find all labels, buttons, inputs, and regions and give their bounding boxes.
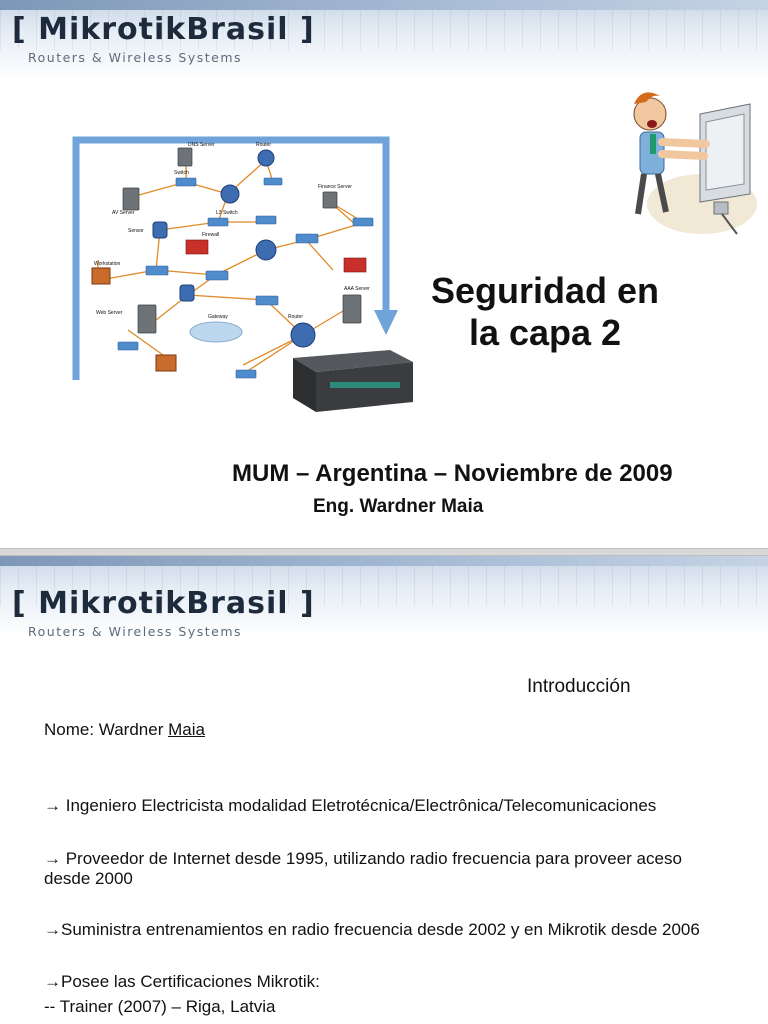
- workstations: [92, 268, 176, 371]
- frustrated-user-illustration: [622, 84, 757, 244]
- bullet-training: →Suministra entrenamientos en radio frecuencia desde 2002 y en Mikrotik desde 2006: [44, 920, 700, 939]
- slide-introduction: [0, 556, 768, 1024]
- label-router: Router: [288, 314, 304, 320]
- bullet-isp-line-2: desde 2000: [44, 869, 133, 888]
- rack-server: [293, 350, 413, 412]
- gateway-cloud: [190, 322, 242, 342]
- flow-arrow-head: [374, 310, 398, 335]
- author-name: Eng. Wardner Maia: [313, 496, 484, 517]
- header-band: [0, 0, 768, 82]
- bullet-isp-line-1: → Proveedor de Internet desde 1995, utilizando radio frecuencia para proveer aceso: [44, 849, 682, 868]
- title-line-1: Seguridad en: [430, 270, 660, 311]
- logo-tagline: Routers & Wireless Systems: [28, 50, 243, 65]
- label-router-top: Router: [256, 142, 272, 148]
- name-prefix: Nome: Wardner: [44, 720, 169, 739]
- label-gateway: Gateway: [208, 314, 228, 320]
- logo-brasil: Brasil: [186, 586, 289, 621]
- bullet-engineer: → Ingeniero Electricista modalidad Eletrotécnica/Electrônica/Telecomunicaciones: [44, 796, 657, 815]
- logo-brasil: Brasil: [186, 12, 289, 47]
- label-workstation: Workstation: [94, 261, 121, 267]
- label-switch: Switch: [174, 170, 189, 176]
- name-surname: Maia: [168, 720, 205, 739]
- logo-bracket-close: ]: [288, 12, 315, 47]
- label-sensor: Sensor: [128, 228, 144, 234]
- logo-mikrotik: Mikrotik: [38, 586, 187, 621]
- mikrotikbrasil-logo: [12, 12, 315, 47]
- event-subtitle: MUM – Argentina – Noviembre de 2009: [232, 460, 673, 487]
- logo-bracket-open: [: [12, 586, 39, 621]
- certification-trainer: -- Trainer (2007) – Riga, Latvia: [44, 997, 276, 1016]
- slide-title-heading: [410, 270, 680, 354]
- label-av-server: AV Server: [112, 210, 135, 216]
- label-l3-switch: L3 Switch: [216, 210, 238, 216]
- name-line: [44, 720, 205, 740]
- label-web-server: Web Server: [96, 310, 123, 316]
- label-aaa-server: AAA Server: [344, 286, 370, 292]
- label-dns-server: DNS Server: [188, 142, 215, 148]
- slide-separator: [0, 548, 768, 556]
- logo-bracket-open: [: [12, 12, 39, 47]
- label-firewall: Firewall: [202, 232, 220, 238]
- logo-mikrotik: Mikrotik: [38, 12, 187, 47]
- firewalls: [186, 240, 366, 272]
- network-diagram: [68, 130, 423, 420]
- bullet-certifications: →Posee las Certificaciones Mikrotik:: [44, 972, 320, 991]
- header-band: [0, 556, 768, 638]
- logo-tagline: Routers & Wireless Systems: [28, 624, 243, 639]
- section-heading: Introducción: [527, 676, 631, 697]
- mikrotikbrasil-logo: [12, 586, 315, 621]
- label-finance-server: Finance Server: [318, 184, 352, 190]
- title-line-2: la capa 2: [468, 312, 622, 353]
- logo-bracket-close: ]: [288, 586, 315, 621]
